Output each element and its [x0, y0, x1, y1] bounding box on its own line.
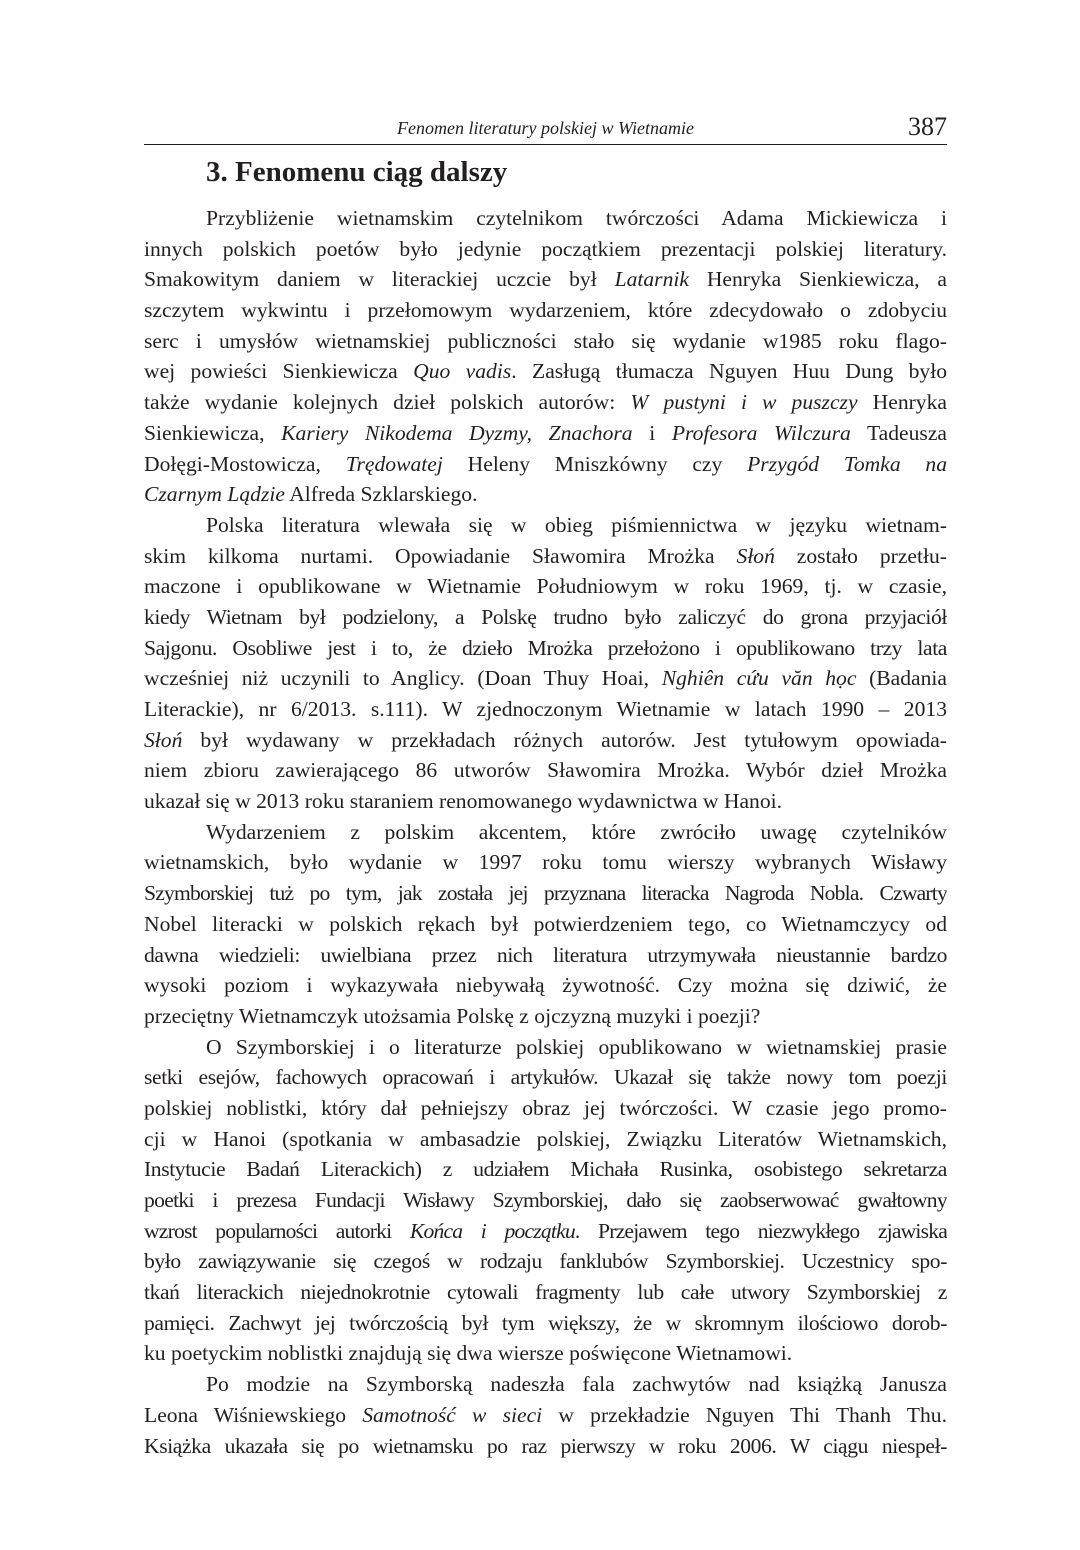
text-line: wcześniej niż uczynili to Anglicy. (Doan Thuy Hoai, Nghiên cứu văn học (Badania	[144, 666, 947, 691]
text-line: przeciętny Wietnamczyk utożsamia Polskę z ojczyzną muzyki i poezji?	[144, 1003, 761, 1028]
text-line: poetki i prezesa Fundacji Wisławy Szymborskiej, dało się zaobserwować gwałtowny	[144, 1188, 947, 1212]
text-line: setki esejów, fachowych opracowań i artykułów. Ukazał się także nowy tom poezji	[144, 1065, 947, 1090]
text-line: ku poetyckim noblistki znajdują się dwa wiersze poświęcone Wietnamowi.	[144, 1341, 793, 1366]
text-line: innych polskich poetów było jedynie początkiem prezentacji polskiej literatury.	[144, 236, 947, 261]
text-line: cji w Hanoi (spotkania w ambasadzie polskiej, Związku Literatów Wietnamskich,	[144, 1126, 947, 1151]
running-title: Fenomen literatury polskiej w Wietnamie	[397, 118, 694, 138]
text-line: Sienkiewicza, Kariery Nikodema Dyzmy, Znachora i Profesora Wilczura Tadeusza	[144, 420, 947, 445]
text-line: dawna wiedzieli: uwielbiana przez nich literatura utrzymywała nieustannie bardzo	[144, 942, 947, 967]
text-line: tkań literackich niejednokrotnie cytowali fragmenty lub całe utwory Szymborskiej z	[144, 1280, 947, 1305]
text-line: Książka ukazała się po wietnamsku po raz pierwszy w roku 2006. W ciągu niespeł-	[144, 1433, 947, 1458]
text-line: wysoki poziom i wykazywała niebywałą żywotność. Czy można się dziwić, że	[144, 973, 947, 998]
text-line: Przybliżenie wietnamskim czytelnikom twórczości Adama Mickiewicza i	[206, 206, 947, 230]
text-line: Czarnym Lądzie Alfreda Szklarskiego.	[144, 482, 478, 507]
text-line: Smakowitym daniem w literackiej uczcie był Latarnik Henryka Sienkiewicza, a	[144, 267, 947, 292]
text-line: niem zbioru zawierającego 86 utworów Sławomira Mrożka. Wybór dzieł Mrożka	[144, 758, 947, 783]
text-line: wietnamskich, było wydanie w 1997 roku tomu wierszy wybranych Wisławy	[144, 850, 947, 875]
text-line: szczytem wykwintu i przełomowym wydarzeniem, które zdecydowało o zdobyciu	[144, 298, 947, 323]
section-heading: 3. Fenomenu ciąg dalszy	[206, 156, 508, 188]
page-number: 387	[908, 112, 947, 141]
text-line: polskiej noblistki, który dał pełniejszy obraz jej twórczości. W czasie jego promo-	[144, 1095, 947, 1120]
text-line: O Szymborskiej i o literaturze polskiej opublikowano w wietnamskiej prasie	[206, 1034, 947, 1059]
text-line: było zawiązywanie się czegoś w rodzaju fanklubów Szymborskiej. Uczestnicy spo-	[144, 1249, 947, 1274]
text-line: maczone i opublikowane w Wietnamie Południowym w roku 1969, tj. w czasie,	[144, 574, 947, 599]
text-line: ukazał się w 2013 roku staraniem renomowanego wydawnictwa w Hanoi.	[144, 789, 783, 814]
text-line: Leona Wiśniewskiego Samotność w sieci w przekładzie Nguyen Thi Thanh Thu.	[144, 1402, 947, 1427]
text-line: Szymborskiej tuż po tym, jak została jej przyznana literacka Nagroda Nobla. Czwarty	[144, 881, 947, 906]
text-line: Dołęgi-Mostowicza, Trędowatej Heleny Mniszkówny czy Przygód Tomka na	[144, 451, 947, 476]
text-line: Po modzie na Szymborską nadeszła fala zachwytów nad książką Janusza	[206, 1372, 947, 1397]
text-line: Sajgonu. Osobliwe jest i to, że dzieło Mrożka przełożono i opublikowano trzy lata	[144, 635, 947, 660]
text-line: Nobel literacki w polskich rękach był potwierdzeniem tego, co Wietnamczycy od	[144, 911, 947, 936]
text-line: wej powieści Sienkiewicza Quo vadis. Zasługą tłumacza Nguyen Huu Dung było	[144, 359, 947, 384]
text-line: serc i umysłów wietnamskiej publiczności stało się wydanie w1985 roku flago-	[144, 328, 947, 353]
text-line: pamięci. Zachwyt jej twórczością był tym większy, że w skromnym ilościowo dorob-	[144, 1310, 947, 1335]
text-line: Literackie), nr 6/2013. s.111). W zjednoczonym Wietnamie w latach 1990 – 2013	[144, 697, 947, 721]
body-text	[144, 203, 947, 1461]
running-header	[144, 112, 947, 145]
text-line: Słoń był wydawany w przekładach różnych autorów. Jest tytułowym opowiada-	[144, 727, 947, 752]
text-line: także wydanie kolejnych dzieł polskich autorów: W pustyni i w puszczy Henryka	[144, 390, 947, 415]
text-line: skim kilkoma nurtami. Opowiadanie Sławomira Mrożka Słoń zostało przetłu-	[144, 543, 947, 568]
text-line: wzrost popularności autorki Końca i początku. Przejawem tego niezwykłego zjawiska	[144, 1218, 947, 1243]
text-line: kiedy Wietnam był podzielony, a Polskę trudno było zaliczyć do grona przyjaciół	[144, 604, 947, 629]
text-line: Polska literatura wlewała się w obieg piśmiennictwa w języku wietnam-	[206, 512, 947, 537]
text-line: Instytucie Badań Literackich) z udziałem Michała Rusinka, osobistego sekretarza	[144, 1157, 947, 1182]
text-line: Wydarzeniem z polskim akcentem, które zwróciło uwagę czytelników	[206, 819, 947, 844]
